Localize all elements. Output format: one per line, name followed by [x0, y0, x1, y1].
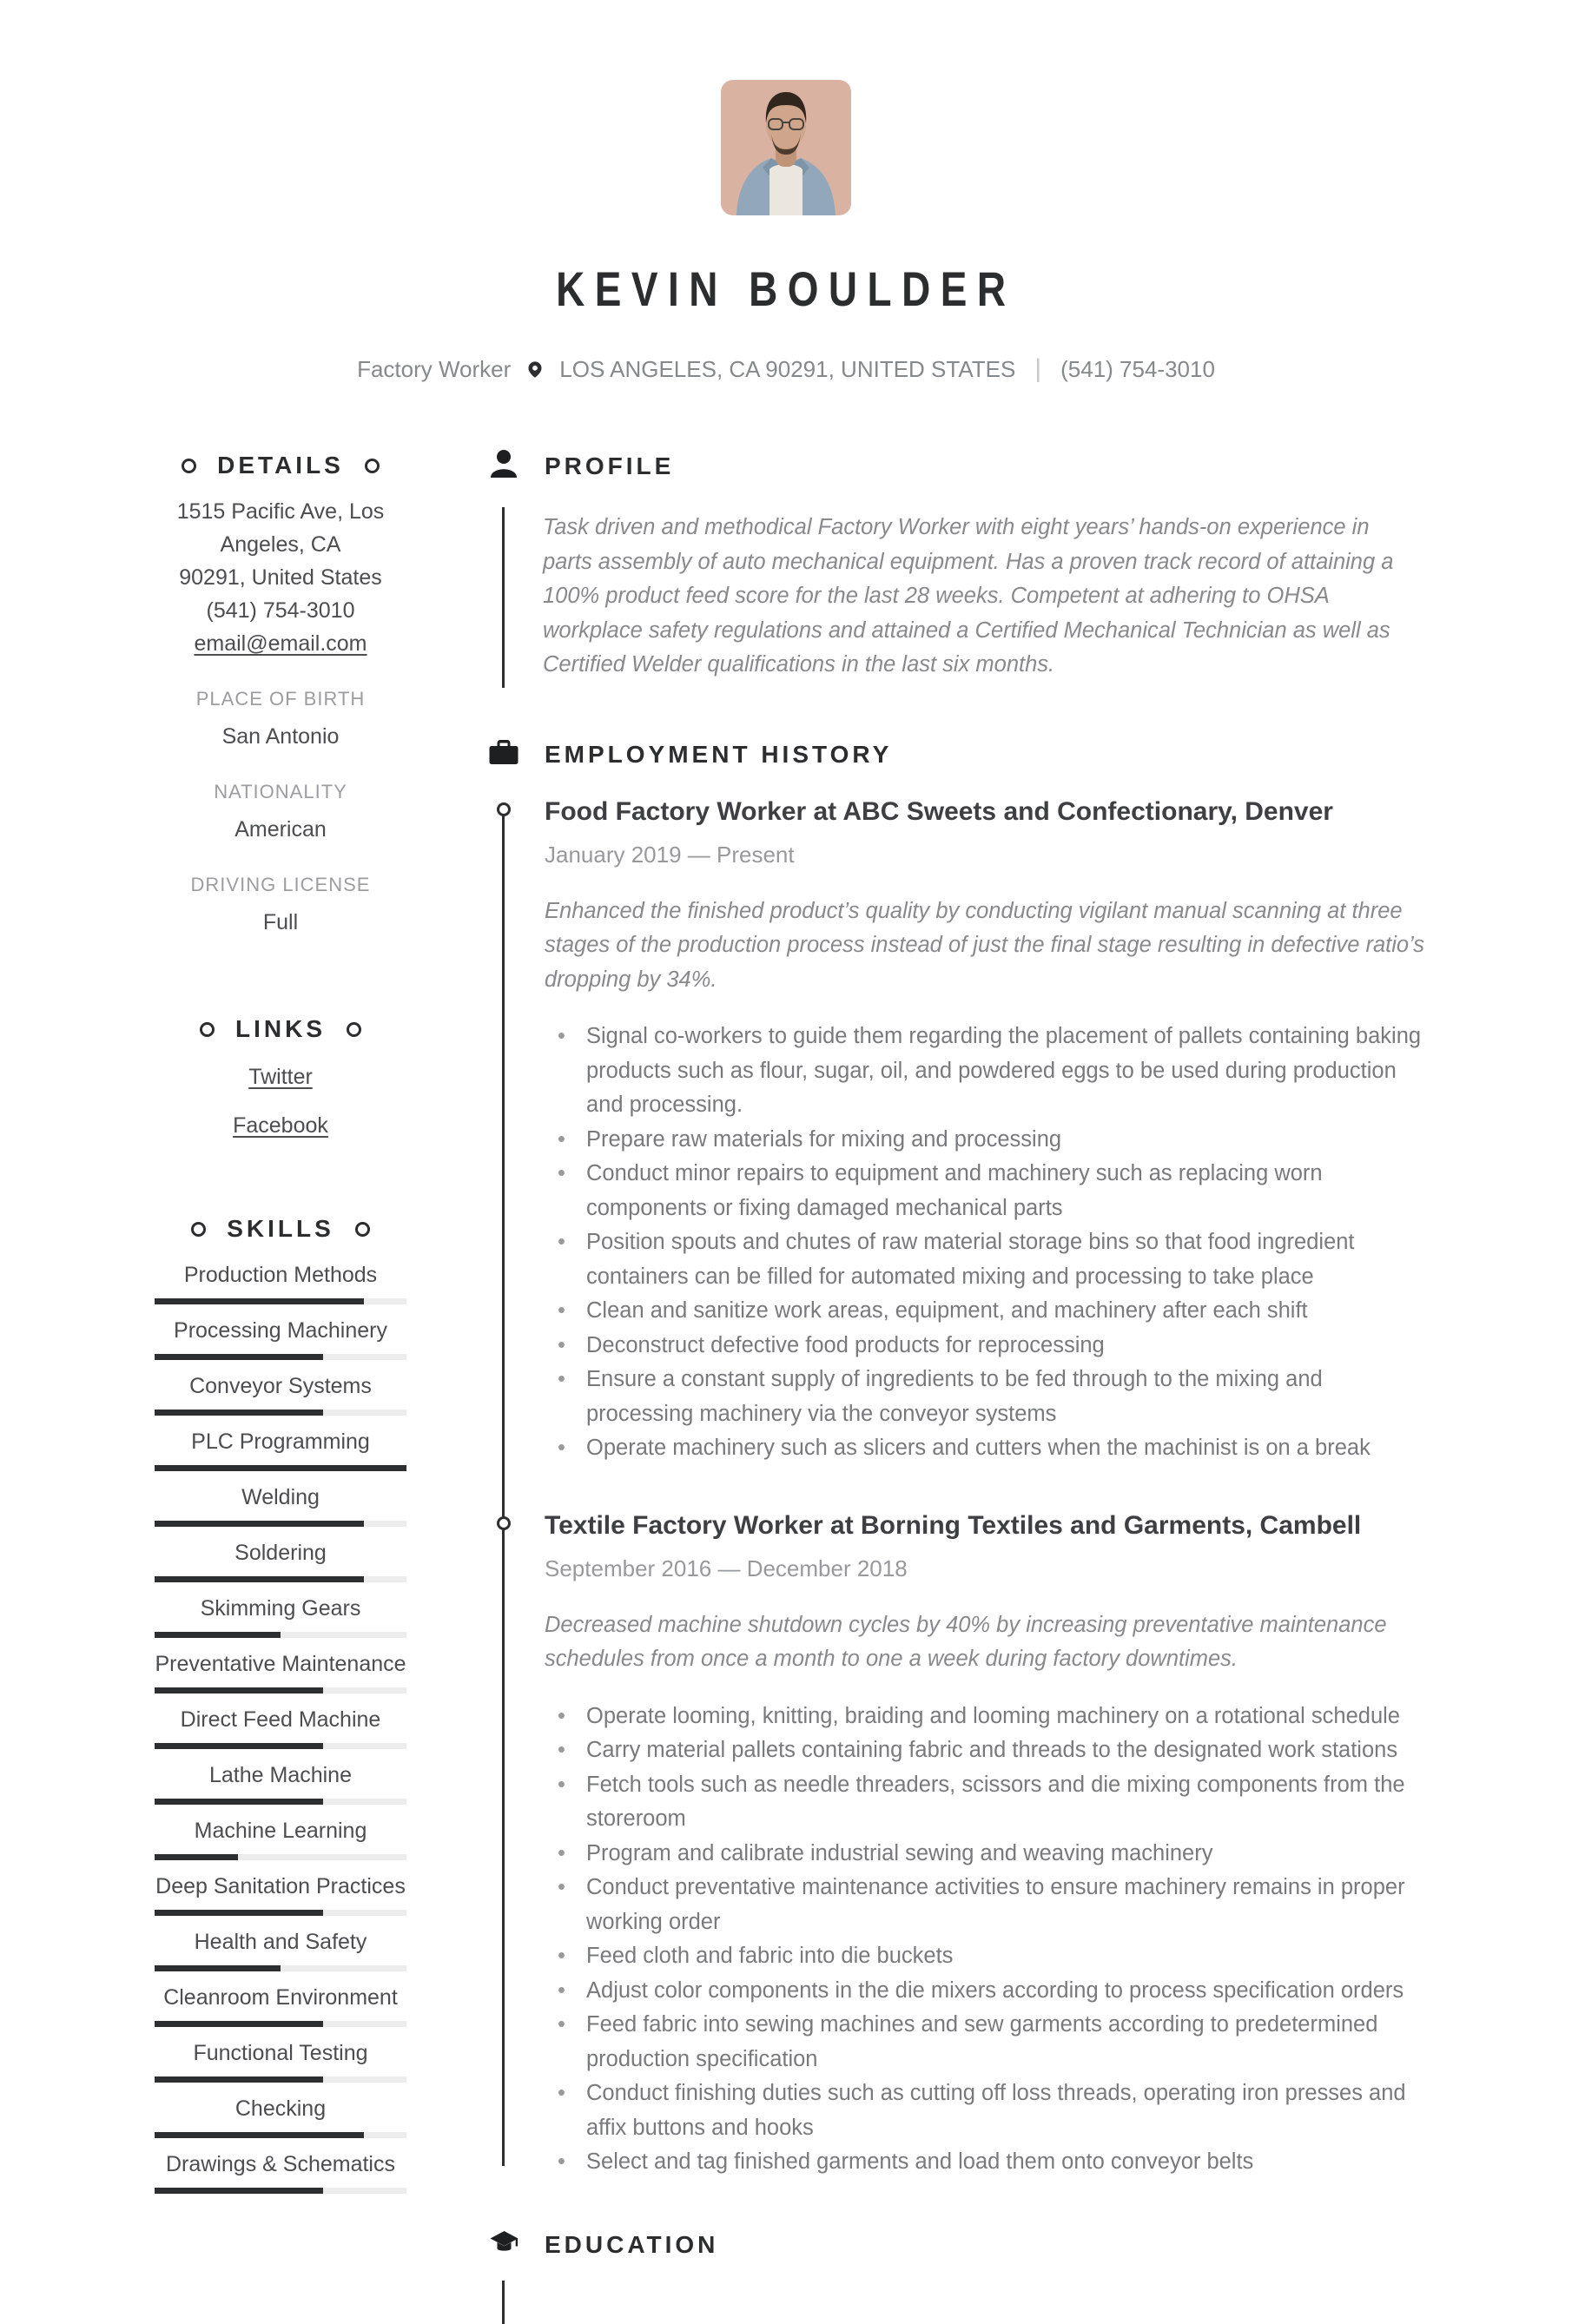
skill-name: Functional Testing	[193, 2041, 368, 2065]
skill-item	[137, 1317, 424, 1360]
contact-row	[0, 354, 1572, 384]
job-dates: January 2019 — Present	[545, 841, 795, 868]
bullet-list	[545, 1020, 1435, 1466]
skill-name: Deep Sanitation Practices	[155, 1874, 406, 1898]
address-line-1: 1515 Pacific Ave, Los Angeles, CA	[176, 499, 385, 557]
page-title: KEVIN BOULDER	[556, 261, 1016, 316]
bullet-item: • Operate machinery such as slicers and cutters when the machinist is on a break	[545, 1431, 1430, 1466]
profile-photo	[721, 80, 851, 215]
bullet-item: • Conduct preventative maintenance activities to ensure machinery remains in proper working order	[545, 1871, 1430, 1939]
skill-name: PLC Programming	[191, 1429, 370, 1454]
skill-bar-fill	[155, 2132, 364, 2138]
ring-icon	[347, 1022, 361, 1037]
ring-icon	[355, 1222, 370, 1237]
address-line-2: 90291, United States	[179, 565, 382, 590]
skill-bar-fill	[155, 1910, 323, 1916]
skill-item	[137, 1707, 424, 1749]
links-section	[137, 1015, 424, 1140]
location-pin-icon	[526, 358, 544, 381]
skill-bar-track	[155, 1298, 406, 1304]
phone-text: (541) 754-3010	[1060, 355, 1215, 382]
driving-license-value: Full	[262, 910, 299, 934]
skill-bar-track	[155, 1521, 406, 1527]
skill-bar-fill	[155, 1521, 364, 1527]
skill-item	[137, 1262, 424, 1304]
details-title: DETAILS	[137, 452, 424, 479]
bullet-item: • Program and calibrate industrial sewing and weaving machinery	[545, 1837, 1430, 1872]
skill-item	[137, 1651, 424, 1693]
bullet-item: • Conduct finishing duties such as cutting off loss threads, operating iron presses and affix buttons and hooks	[545, 2076, 1430, 2145]
skill-bar-fill	[155, 1632, 281, 1638]
skill-bar-fill	[155, 2021, 323, 2027]
job-summary: Decreased machine shutdown cycles by 40% by increasing preventative maintenance schedules from once a month to one a week during factory downtimes.	[545, 1612, 1387, 1671]
skill-bar-track	[155, 1854, 406, 1860]
job-summary: Enhanced the finished product’s quality by conducting vigilant manual scanning at three stages of the production process instead of just the final stage resulting in defective ratio’s dropping by 34%.	[545, 898, 1425, 992]
skill-bar-fill	[155, 1576, 364, 1582]
skill-name: Health and Safety	[194, 1930, 367, 1954]
employment-title: EMPLOYMENT HISTORY	[545, 740, 893, 768]
driving-license-label: DRIVING LICENSE	[190, 874, 371, 895]
education-section	[486, 2230, 1485, 2324]
location-text: LOS ANGELES, CA 90291, UNITED STATES	[559, 355, 1016, 382]
skill-name: Welding	[241, 1485, 320, 1509]
skill-item	[137, 2096, 424, 2138]
skill-item	[137, 1484, 424, 1527]
skill-bar-track	[155, 2132, 406, 2138]
skill-name: Skimming Gears	[200, 1596, 361, 1621]
bullet-item: • Ensure a constant supply of ingredients to be fed through to the mixing and processing machinery via the conveyor systems	[545, 1363, 1430, 1431]
details-section	[137, 452, 424, 939]
details-email-row	[137, 627, 424, 660]
skill-name: Soldering	[234, 1541, 327, 1565]
skill-name: Drawings & Schematics	[166, 2152, 395, 2176]
skill-name: Checking	[234, 2096, 327, 2121]
profile-text: Task driven and methodical Factory Worker with eight years’ hands-on experience in parts assembly of auto mechanical equipment. Has a proven track record of attaining a 100% product feed score for the last 28 weeks. Competent at adhering to OHSA workplace safety regulations and attained a Certified Mechanical Technician as well as Certified Welder qualifications in the last six months.	[543, 515, 1394, 677]
education-timeline-stub	[502, 2281, 505, 2324]
nationality-value: American	[234, 817, 327, 842]
avatar-illustration	[721, 80, 851, 215]
skill-bar-fill	[155, 1854, 238, 1860]
skill-name: Conveyor Systems	[189, 1374, 372, 1398]
graduation-cap-icon	[488, 2227, 521, 2260]
employment-section	[486, 740, 1485, 2180]
briefcase-icon	[488, 736, 521, 769]
skill-name: Cleanroom Environment	[163, 1985, 398, 2010]
nationality-label: NATIONALITY	[214, 781, 347, 802]
place-of-birth-label: PLACE OF BIRTH	[195, 688, 366, 710]
skill-item	[137, 1429, 424, 1471]
skill-item	[137, 1929, 424, 1971]
skill-name: Production Methods	[183, 1263, 378, 1287]
timeline-dot	[497, 802, 511, 816]
profile-section	[486, 452, 1485, 688]
skill-bar-track	[155, 1743, 406, 1749]
skill-item	[137, 1873, 424, 1916]
links-list	[137, 1062, 424, 1140]
skill-name: Direct Feed Machine	[180, 1707, 381, 1732]
skill-item	[137, 1373, 424, 1416]
bullet-item: • Clean and sanitize work areas, equipment, and machinery after each shift	[545, 1294, 1430, 1329]
skill-bar-fill	[155, 1799, 323, 1805]
bullet-item: • Select and tag finished garments and load them onto conveyor belts	[545, 2145, 1430, 2180]
bullet-item: • Operate looming, knitting, braiding and looming machinery on a rotational schedule	[545, 1700, 1430, 1734]
skill-bar-fill	[155, 2076, 323, 2083]
skill-item	[137, 1984, 424, 2027]
contact-separator: |	[1034, 354, 1042, 383]
skill-bar-track	[155, 1632, 406, 1638]
link-item[interactable]: Twitter	[248, 1065, 313, 1089]
skill-bar-track	[155, 1410, 406, 1416]
bullet-item: • Deconstruct defective food products for reprocessing	[545, 1329, 1430, 1363]
skill-bar-track	[155, 2076, 406, 2083]
skill-name: Preventative Maintenance	[155, 1652, 406, 1676]
skill-name: Processing Machinery	[174, 1318, 387, 1343]
skill-bar-track	[155, 2188, 406, 2194]
bullet-item: • Carry material pallets containing fabric and threads to the designated work stations	[545, 1733, 1430, 1768]
bullet-item: • Conduct minor repairs to equipment and machinery such as replacing worn components or fixing damaged mechanical parts	[545, 1157, 1430, 1225]
skill-bar-track	[155, 1687, 406, 1693]
skill-name: Machine Learning	[194, 1819, 367, 1843]
job-entry	[545, 796, 1435, 1466]
skill-bar-fill	[155, 1298, 364, 1304]
bullet-item: • Feed cloth and fabric into die buckets	[545, 1939, 1430, 1974]
skill-bar-fill	[155, 1687, 323, 1693]
skill-bar-fill	[155, 1410, 323, 1416]
skill-bar-fill	[155, 1965, 281, 1971]
skill-bar-track	[155, 1965, 406, 1971]
bullet-item: • Fetch tools such as needle threaders, scissors and die mixing components from the storeroom	[545, 1768, 1430, 1837]
skill-item	[137, 1762, 424, 1805]
links-title: LINKS	[137, 1015, 424, 1043]
ring-icon	[191, 1222, 206, 1237]
skill-bar-fill	[155, 2188, 323, 2194]
job-title: Food Factory Worker at ABC Sweets and Confectionary, Denver	[545, 796, 1333, 826]
skill-bar-track	[155, 1576, 406, 1582]
skills-section	[137, 1215, 424, 2194]
bullet-item: • Feed fabric into sewing machines and sew garments according to predetermined production specification	[545, 2008, 1430, 2076]
skill-bar-track	[155, 1799, 406, 1805]
email-link[interactable]: email@email.com	[194, 631, 367, 656]
employment-timeline	[502, 796, 1435, 2180]
skill-item	[137, 1540, 424, 1582]
ring-icon	[200, 1022, 215, 1037]
bullet-item: • Adjust color components in the die mixers according to process specification orders	[545, 1974, 1430, 2009]
job-title-text: Factory Worker	[357, 355, 512, 382]
bullet-item: • Prepare raw materials for mixing and processing	[545, 1123, 1430, 1158]
skills-list	[137, 1262, 424, 2194]
bullet-item: • Position spouts and chutes of raw material storage bins so that food ingredient containers can be filled for automated mixing and processing to take place	[545, 1225, 1430, 1294]
skill-bar-fill	[155, 1743, 323, 1749]
ring-icon	[182, 459, 196, 473]
sidebar	[137, 452, 424, 2324]
ring-icon	[365, 459, 380, 473]
skill-item	[137, 1818, 424, 1860]
skill-bar-fill	[155, 1354, 323, 1360]
place-of-birth-value: San Antonio	[221, 724, 340, 749]
skill-bar-fill	[155, 1465, 406, 1471]
timeline-dot	[497, 1516, 511, 1530]
profile-title: PROFILE	[545, 452, 675, 479]
details-phone: (541) 754-3010	[206, 598, 355, 623]
person-icon	[488, 448, 521, 481]
skills-title: SKILLS	[137, 1215, 424, 1243]
skill-name: Lathe Machine	[208, 1763, 352, 1787]
job-entry	[545, 1509, 1435, 2180]
main-content	[486, 452, 1485, 2324]
link-item[interactable]: Facebook	[233, 1113, 328, 1138]
skill-bar-track	[155, 2021, 406, 2027]
job-title: Textile Factory Worker at Borning Textiles and Garments, Cambell	[545, 1510, 1362, 1540]
skill-bar-track	[155, 1465, 406, 1471]
skill-bar-track	[155, 1354, 406, 1360]
skill-item	[137, 2040, 424, 2083]
bullet-item: • Signal co-workers to guide them regarding the placement of pallets containing baking products such as flour, sugar, oil, and powdered eggs to be used during production and processing.	[545, 1020, 1430, 1123]
bullet-list	[545, 1700, 1435, 2180]
profile-text-block	[502, 507, 1485, 688]
education-title: EDUCATION	[545, 2230, 719, 2258]
skill-item	[137, 1595, 424, 1638]
skill-item	[137, 2151, 424, 2194]
skill-bar-track	[155, 1910, 406, 1916]
job-dates: September 2016 — December 2018	[545, 1555, 908, 1581]
